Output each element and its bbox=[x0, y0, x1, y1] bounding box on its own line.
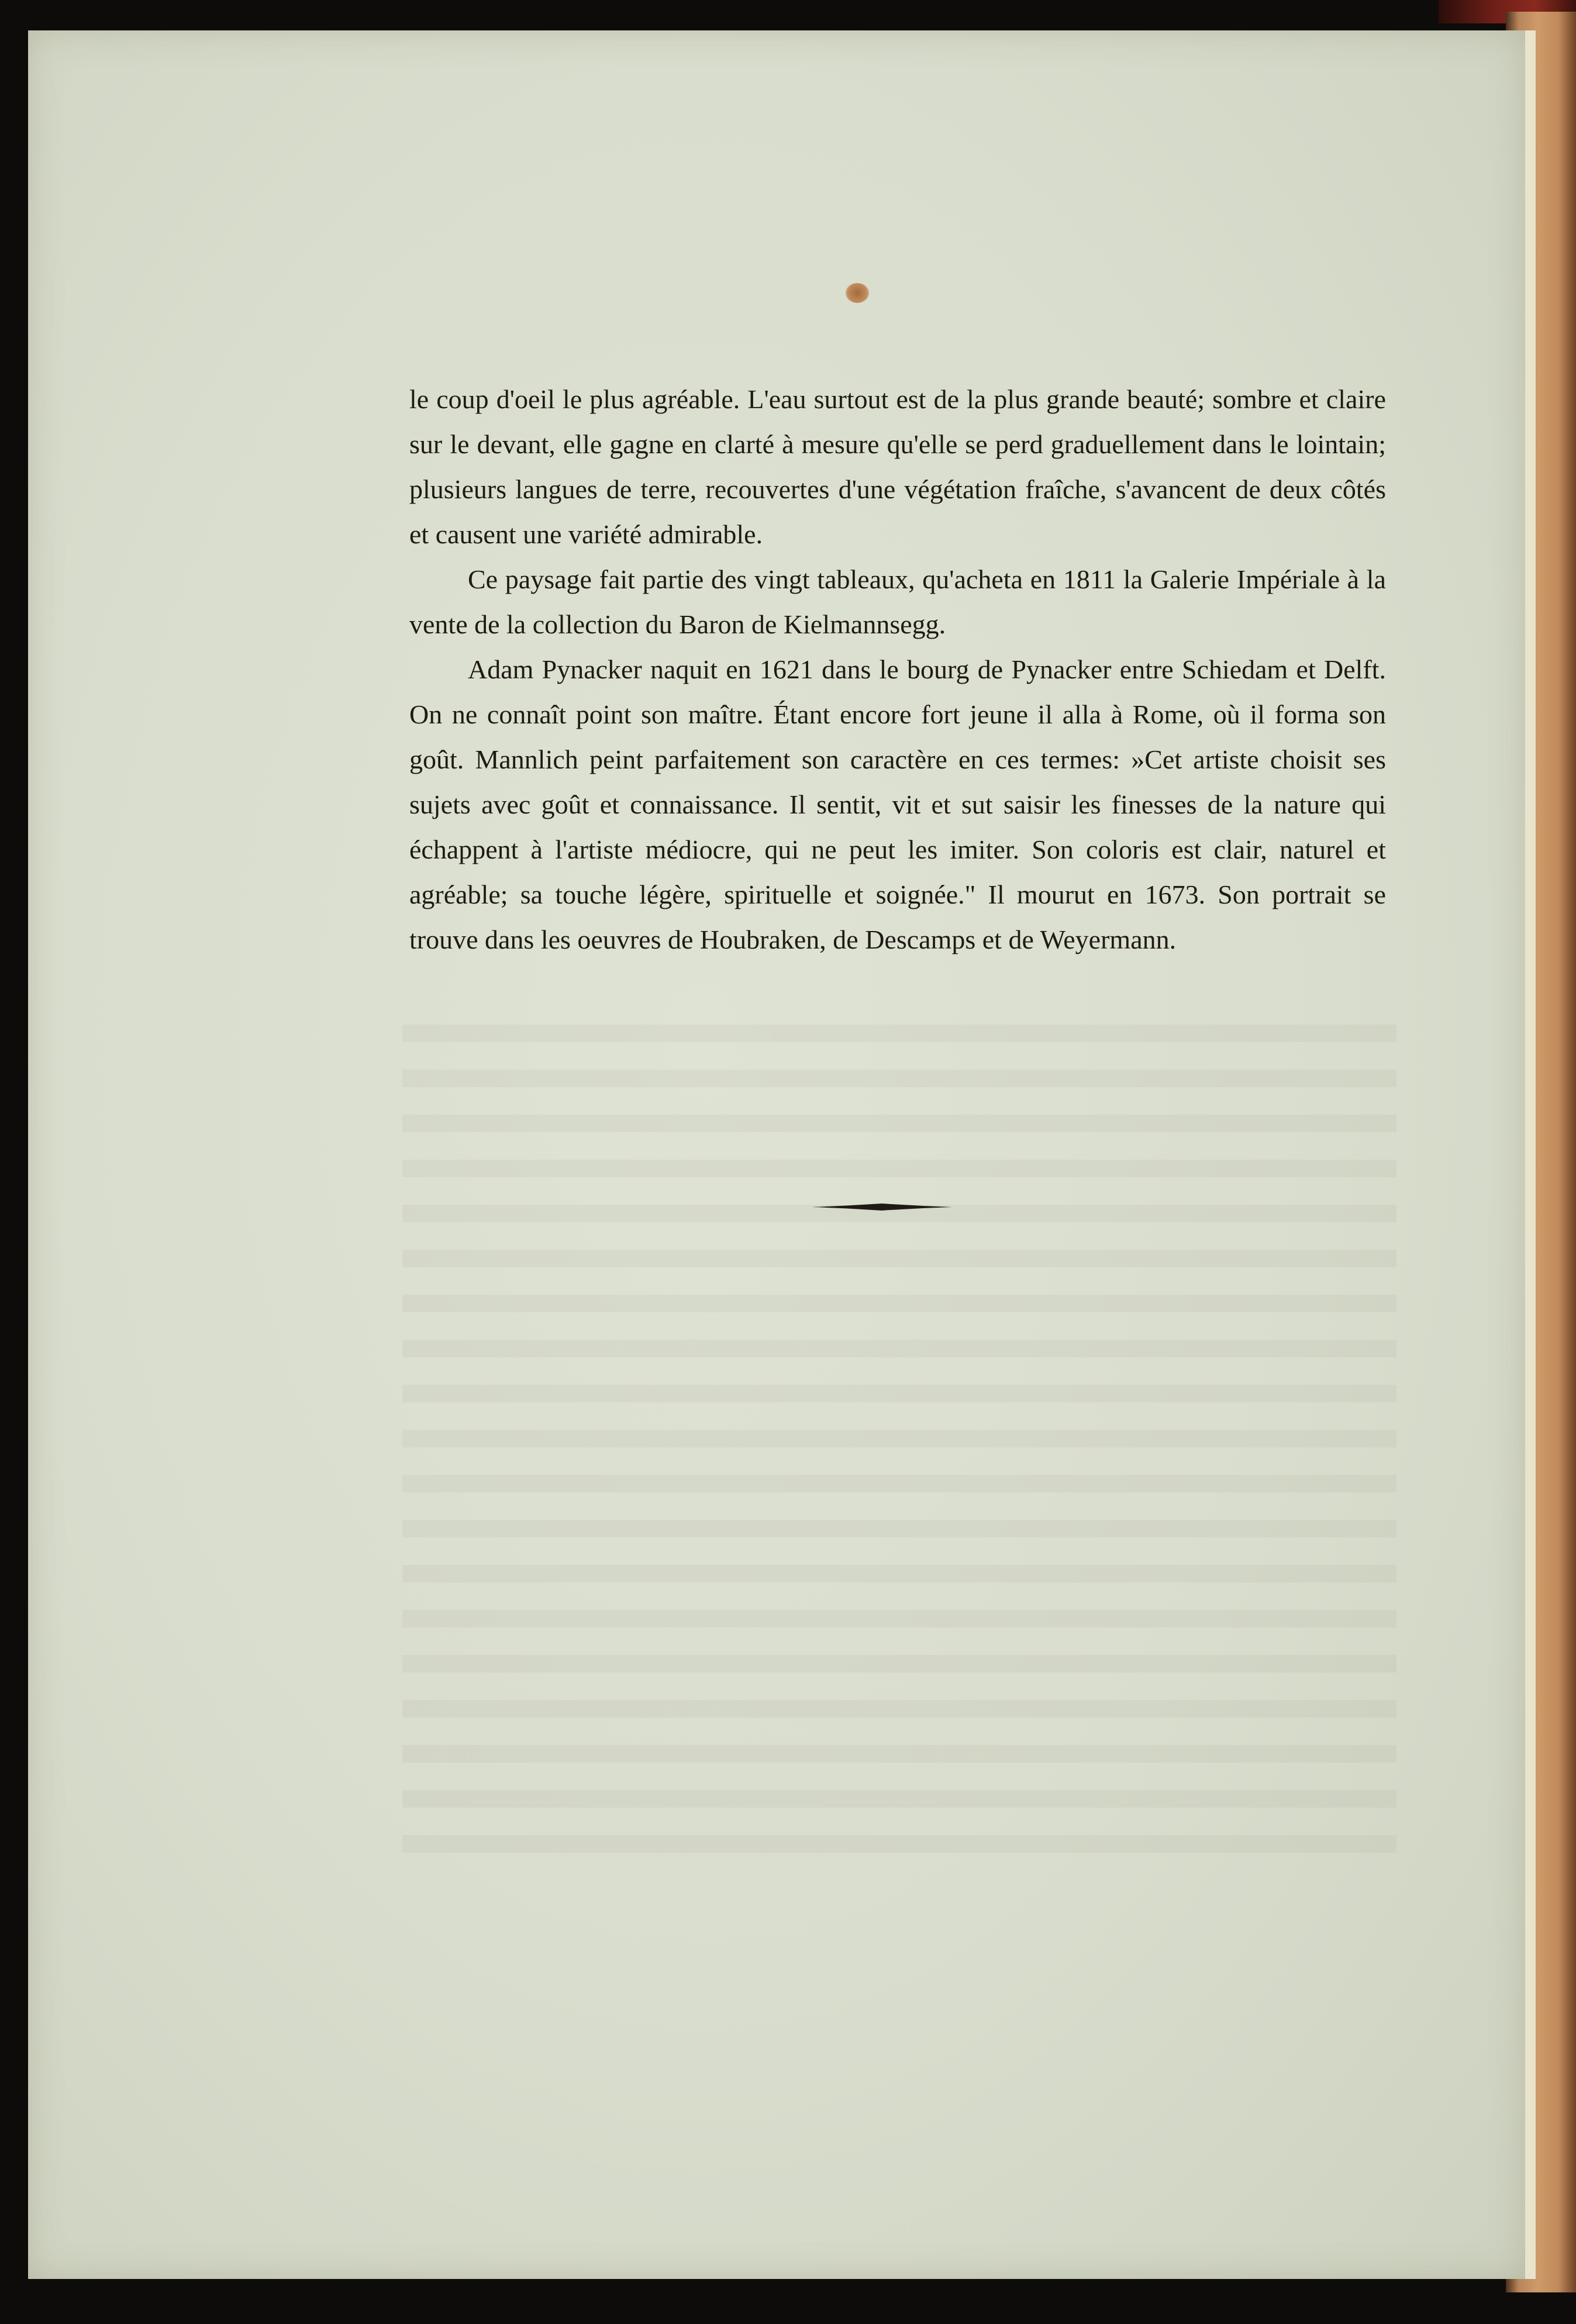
body-text bbox=[409, 377, 1386, 962]
show-through-text bbox=[402, 1025, 1396, 1855]
paragraph-2: Ce paysage fait partie des vingt tableaux, qu'acheta en 1811 la Galerie Impériale à la vente de la collection du Baron de Kielmannsegg. bbox=[409, 564, 1386, 639]
end-ornament-rule bbox=[812, 1201, 952, 1213]
paragraph-1: le coup d'oeil le plus agréable. L'eau surtout est de la plus grande beauté; sombre et claire sur le devant, elle gagne en clarté à mesure qu'elle se perd graduellement dans le lointain; plusieurs langues de terre, recouvertes d'une végétation fraîche, s'avancent de deux côtés et causent une variété admirable. bbox=[409, 384, 1386, 549]
ink-stain bbox=[846, 283, 869, 303]
book-page bbox=[28, 30, 1536, 2279]
paragraph-3: Adam Pynacker naquit en 1621 dans le bourg de Pynacker entre Schiedam et Delft. On ne connaît point son maître. Étant encore fort jeune il alla à Rome, où il forma son goût. Mannlich peint parfaitement son caractère en ces termes: »Cet artiste choisit ses sujets avec goût et connaissance. Il sentit, vit et sut saisir les finesses de la nature qui échappent à l'artiste médiocre, qui ne peut les imiter. Son coloris est clair, naturel et agréable; sa touche légère, spirituelle et soignée." Il mourut en 1673. Son portrait se trouve dans les oeuvres de Houbraken, de Descamps et de Weyermann. bbox=[409, 654, 1386, 954]
